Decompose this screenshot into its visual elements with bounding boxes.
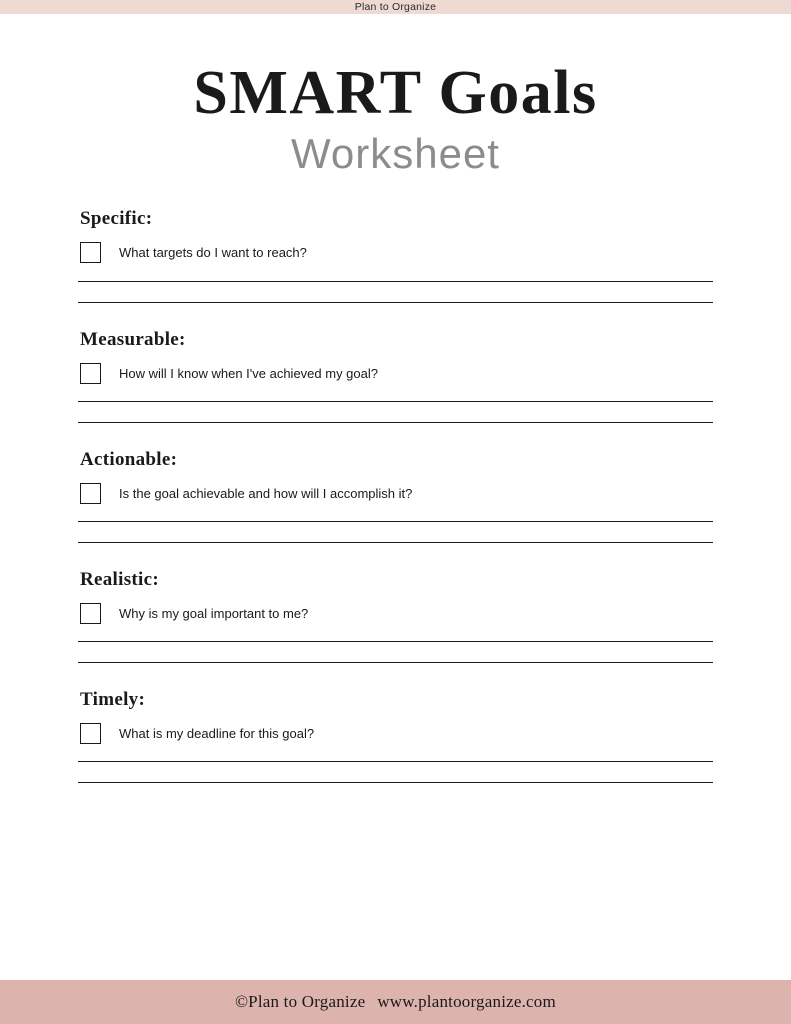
checkbox-timely[interactable] [80, 723, 101, 744]
section-specific [78, 208, 713, 303]
top-banner: Plan to Organize [0, 0, 791, 14]
prompt-row-timely [80, 723, 713, 744]
write-line[interactable] [78, 761, 713, 762]
write-line[interactable] [78, 302, 713, 303]
prompt-row-specific [80, 242, 713, 263]
footer-copyright: ©Plan to Organize [235, 992, 366, 1011]
prompt-text-timely: What is my deadline for this goal? [119, 726, 315, 741]
answer-lines-timely [78, 761, 713, 783]
prompt-row-realistic [80, 603, 713, 624]
write-line[interactable] [78, 662, 713, 663]
page-subtitle: Worksheet [291, 130, 500, 177]
section-heading-timely: Timely: [80, 689, 146, 711]
checkbox-measurable[interactable] [80, 363, 101, 384]
write-line[interactable] [78, 782, 713, 783]
footer-website[interactable]: www.plantoorganize.com [377, 992, 556, 1011]
section-timely [78, 689, 713, 783]
answer-lines-measurable [78, 401, 713, 423]
section-heading-realistic: Realistic: [80, 569, 159, 591]
write-line[interactable] [78, 521, 713, 522]
page-title: SMART Goals [193, 59, 598, 127]
section-heading-actionable: Actionable: [80, 449, 178, 471]
write-line[interactable] [78, 542, 713, 543]
title-block [78, 14, 713, 178]
prompt-text-specific: What targets do I want to reach? [119, 245, 307, 260]
section-realistic [78, 569, 713, 663]
checkbox-actionable[interactable] [80, 483, 101, 504]
footer-text [235, 992, 556, 1012]
section-heading-specific: Specific: [80, 208, 153, 230]
worksheet-content [0, 14, 791, 980]
answer-lines-realistic [78, 641, 713, 663]
write-line[interactable] [78, 422, 713, 423]
checkbox-specific[interactable] [80, 242, 101, 263]
section-actionable [78, 449, 713, 543]
answer-lines-specific [78, 281, 713, 303]
page-footer [0, 980, 791, 1024]
sections-list [78, 208, 713, 783]
write-line[interactable] [78, 401, 713, 402]
prompt-row-actionable [80, 483, 713, 504]
checkbox-realistic[interactable] [80, 603, 101, 624]
prompt-text-realistic: Why is my goal important to me? [119, 606, 309, 621]
answer-lines-actionable [78, 521, 713, 543]
section-heading-measurable: Measurable: [80, 329, 186, 351]
prompt-text-actionable: Is the goal achievable and how will I accomplish it? [119, 486, 413, 501]
write-line[interactable] [78, 281, 713, 282]
section-measurable [78, 329, 713, 423]
prompt-text-measurable: How will I know when I've achieved my goal? [119, 366, 378, 381]
write-line[interactable] [78, 641, 713, 642]
prompt-row-measurable [80, 363, 713, 384]
